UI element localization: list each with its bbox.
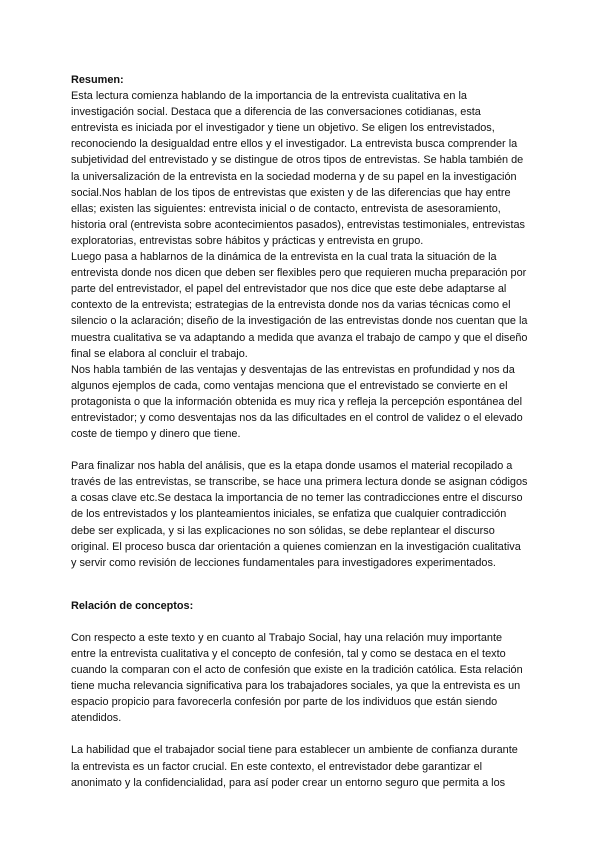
section-spacer: [71, 571, 528, 598]
paragraph-spacer: [71, 442, 528, 458]
relacion-paragraph-1: Con respecto a este texto y en cuanto al Trabajo Social, hay una relación muy importante entre la entrevista cualitativa y el concepto de confesión, tal y como se destaca en el texto cuando la comparan con el acto de confesión que existe en la tradición católica. Esta relación tiene mucha relevancia significativa para los trabajadores sociales, ya que la entrevista es un espacio propicio para favorecerla confesión por parte de los individuos que están siendo atendidos.: [71, 631, 523, 725]
resumen-paragraph-2: Luego pasa a hablarnos de la dinámica de la entrevista en la cual trata la situación de la entrevista donde nos dicen que deben ser flexibles pero que requieren mucha preparación por parte del entrevistador, el papel del entrevistador que nos dice que este debe adaptarse al contexto de la entrevista; estrategias de la entrevista donde nos da varias técnicas como el silencio o la aclaración; diseño de la investigación de las entrevistas donde nos cuentan que la muestra cualitativa se va adaptando a medida que avanza el trabajo de campo y que el diseño final se elabora al concluir el trabajo.: [71, 251, 528, 360]
relacion-paragraph-2: La habilidad que el trabajador social tiene para establecer un ambiente de confianza durante la entrevista es un factor crucial. En este contexto, el entrevistador debe garantizar el anonimato y la confidencialidad, para así poder crear un entorno seguro que permita a los: [71, 744, 518, 789]
resumen-paragraph-3: Nos habla también de las ventajas y desventajas de las entrevistas en profundidad y nos da algunos ejemplos de cada, como ventajas menciona que el entrevistado se convierte en el protagonista o que la información obtenida es muy rica y refleja la percepción espontánea del entrevistador; y como desventajas nos da las dificultades en el control de validez o el elevado coste de tiempo y dinero que tiene.: [71, 363, 523, 441]
resumen-paragraph-4: Para finalizar nos habla del análisis, que es la etapa donde usamos el material recopilado a través de las entrevistas, se transcribe, se hace una primera lectura donde se asignan códigos a cosas clave etc.Se destaca la importancia de no temer las contradicciones entre el discurso de los entrevistados y los planteamientos iniciales, se enfatiza que cualquier contradicción debe ser explicada, y si las explicaciones no son sólidas, se debe replantear el discurso original. El proceso busca dar orientación a quienes comienzan en la investigación cualitativa y servir como revisión de lecciones fundamentales para investigadores experimentados.: [71, 460, 528, 569]
resumen-paragraph-1: Esta lectura comienza hablando de la importancia de la entrevista cualitativa en la investigación social. Destaca que a diferencia de las conversaciones cotidianas, esta entrevista es iniciada por el investigador y tiene un objetivo. Se eligen los entrevistados, reconociendo la desigualdad entre ellos y el investigador. La entrevista busca comprender la subjetividad del entrevistado y se distingue de otros tipos de entrevistas. Se habla también de la universalización de la entrevista en la sociedad moderna y de su papel en la investigación social.Nos hablan de los tipos de entrevistas que existen y de las diferencias que hay entre ellas; existen las siguientes: entrevista inicial o de contacto, entrevista de asesoramiento, historia oral (entrevista sobre acontecimientos pasados), entrevistas testimoniales, entrevistas exploratorias, entrevistas sobre hábitos y prácticas y entrevista en grupo.: [71, 90, 525, 247]
section-heading-resumen: Resumen:: [71, 74, 124, 86]
paragraph-spacer: [71, 614, 528, 630]
section-heading-relacion: Relación de conceptos:: [71, 599, 194, 612]
paragraph-spacer: [71, 726, 528, 742]
